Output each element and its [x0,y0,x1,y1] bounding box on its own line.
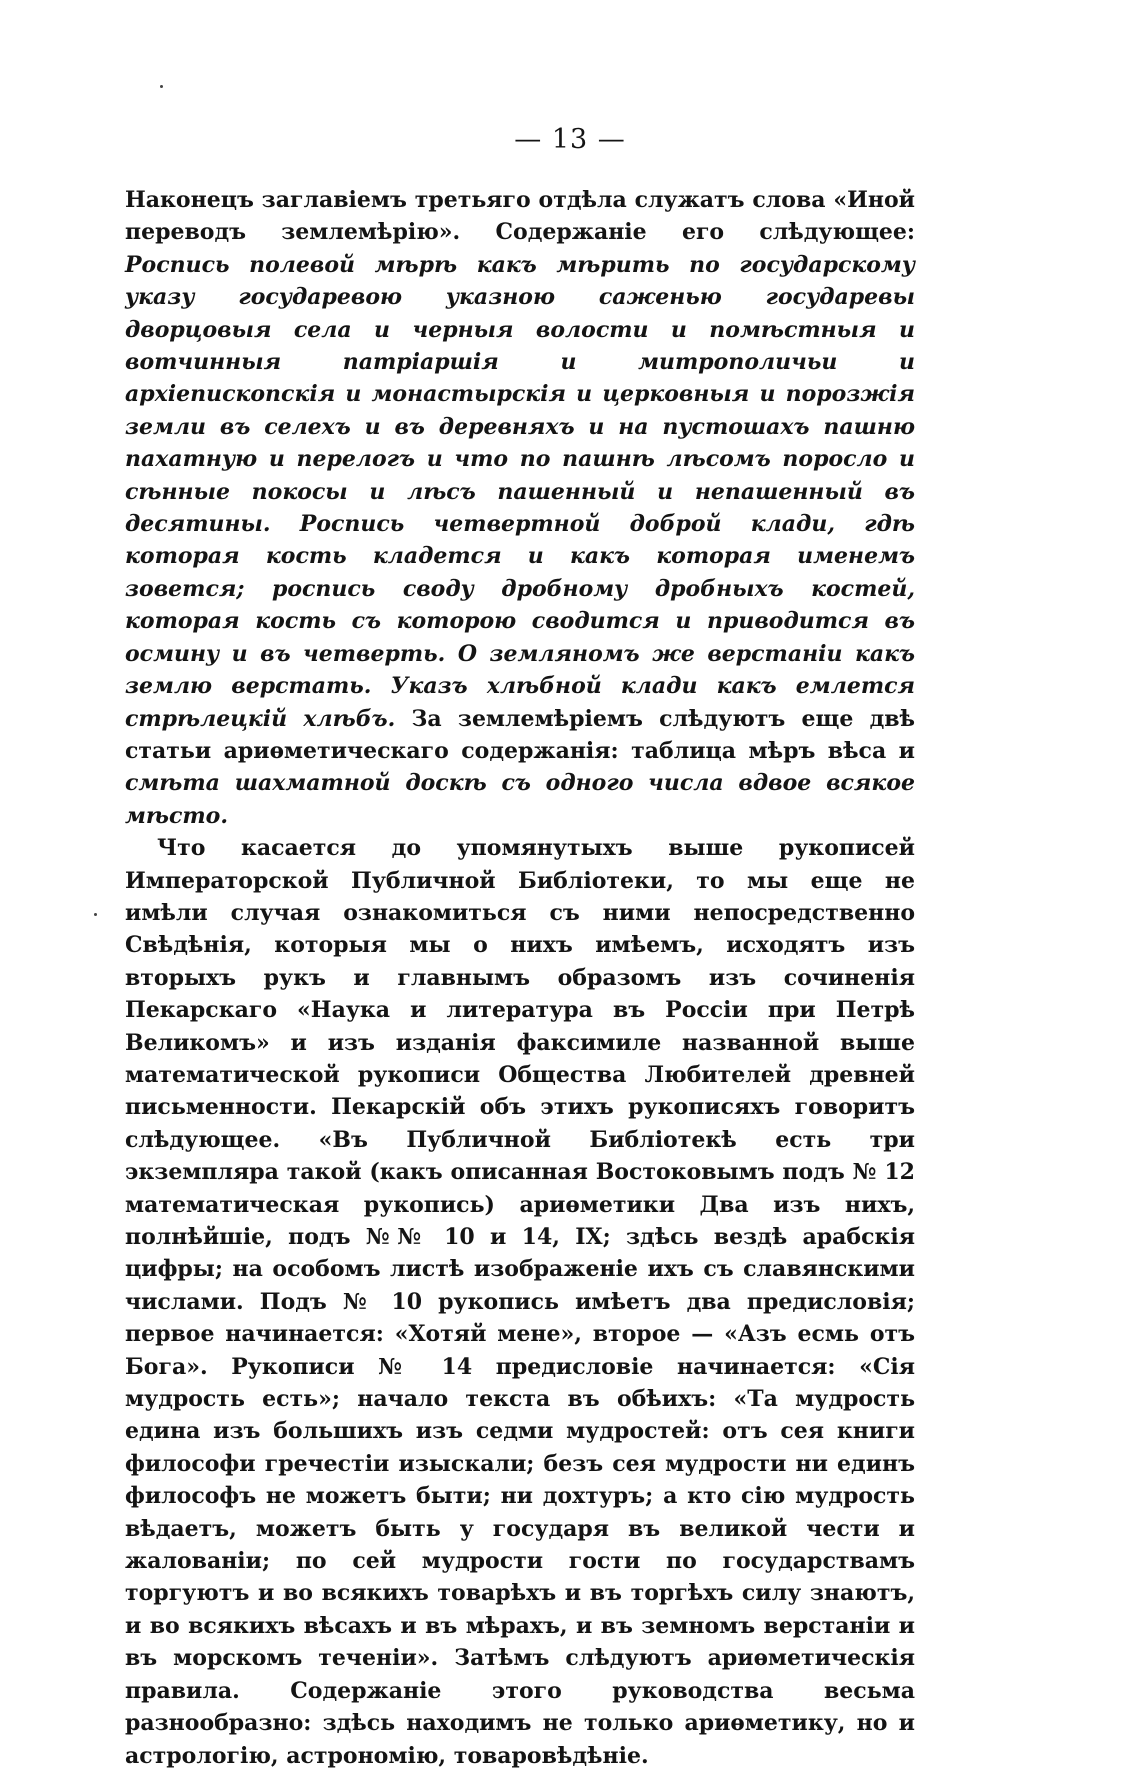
paragraph-1-italic-list: Роспись полевой мѣрѣ какъ мѣрить по государскому указу государевою указною саженью государевы дворцовыя села и черныя волости и помѣстныя и вотчинныя патріаршія и митрополичьи и архіепископскія и монастырскія и церковныя и порозжія земли въ селехъ и въ деревняхъ и на пустошахъ пашню пахатную и перелогъ и что по пашнѣ лѣсомъ поросло и сѣнные покосы и лѣсъ пашенный и непашенный въ десятины. Роспись четвертной доброй клади, гдѣ которая кость кладется и какъ которая именемъ зовется; роспись своду дробному дробныхъ костей, которая кость съ которою сводится и приводится въ осмину и въ четверть. О земляномъ же верстаніи какъ землю верстать. Указъ хлѣбной клади какъ емлется стрѣлецкій хлѣбъ. [125,251,915,732]
paragraph-1-italic-title: смѣта шахматной доскѣ съ одного числа вдвое всякое мѣсто. [125,770,915,829]
paper-speck [160,85,163,88]
paper-speck [94,913,97,916]
page-number: — 13 — [514,124,626,155]
paragraph-1 [125,184,915,832]
paragraph-2: Что касается до упомянутыхъ выше рукописей Императорской Публичной Библіотеки, то мы еще не имѣли случая ознакомиться съ ними непосредственно Свѣдѣнія, которыя мы о нихъ имѣемъ, исходятъ изъ вторыхъ рукъ и главнымъ образомъ изъ сочиненія Пекарскаго «Наука и литература въ Россіи при Петрѣ Великомъ» и изъ изданія факсимиле названной выше математической рукописи Общества Любителей древней письменности. Пекарскій объ этихъ рукописяхъ говоритъ слѣдующее. «Въ Публичной Библіотекѣ есть три экземпляра такой (какъ описанная Востоковымъ подъ № 12 математическая рукопись) ариѳметики Два изъ нихъ, полнѣйшіе, подъ №№ 10 и 14, IX; здѣсь вездѣ арабскія цифры; на особомъ листѣ изображеніе ихъ съ славянскими числами. Подъ № 10 рукопись имѣетъ два предисловія; первое начинается: «Хотяй мене», второе — «Азъ есмь отъ Бога». Рукописи № 14 предисловіе начинается: «Сія мудрость есть»; начало текста въ обѣихъ: «Та мудрость едина изъ большихъ изъ седми мудростей: отъ сея книги философи гречестіи изыскали; безъ сея мудрости ни единъ философъ не можетъ быти; ни дохтуръ; а кто сію мудрость вѣдаетъ, можетъ быть у государя въ великой чести и жалованіи; по сей мудрости гости по государствамъ торгуютъ и во всякихъ товарѣхъ и въ торгѣхъ силу знаютъ, и во всякихъ вѣсахъ и въ мѣрахъ, и въ земномъ верстаніи и въ морскомъ теченіи». Затѣмъ слѣдуютъ ариѳметическія правила. Содержаніе этого руководства весьма разнообразно: здѣсь находимъ не только ариѳметику, но и астрологію, астрономію, товаровѣдѣніе. [125,835,915,1769]
paragraph-1-intro: Наконецъ заглавіемъ третьяго отдѣла служатъ слова «Иной переводъ землемѣрію». Содержаніе его слѣдующее: [125,187,915,246]
paragraph-1-continuation: За землемѣріемъ слѣдуютъ еще двѣ статьи ариѳметическаго содержанія: таблица мѣръ вѣса и [125,705,916,764]
text-column [125,184,915,1772]
